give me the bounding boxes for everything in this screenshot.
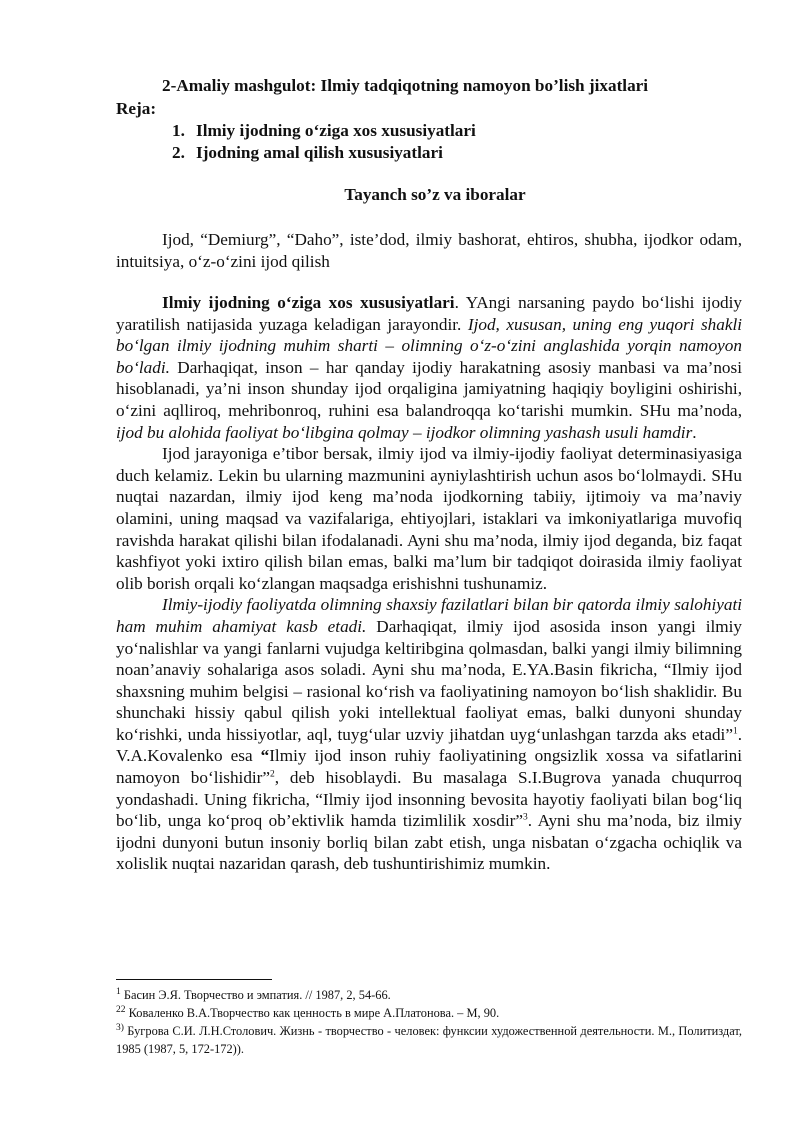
footnote-3 xyxy=(116,1022,742,1058)
plan-item-number: 1. xyxy=(172,121,185,140)
footnote-1 xyxy=(116,986,742,1004)
plan-item-number: 2. xyxy=(172,143,185,162)
paragraph-2: Ijod jarayoniga e’tibor bersak, ilmiy ijod va ilmiy-ijodiy faoliyat determinasiyasiga duch kelamiz. Lekin bu ularning mazmunini ayniylashtirish uchun asos bo‘lolmaydi. SHu nuqtai nazardan, ilmiy ijod keng ma’noda ijodkorning tabiiy, ijtimoiy va ma’naviy olamini, uning maqsad va vazifalariga, ehtiyojlari, istaklari va imkoniyatlariga muvofiq ravishda harakat qilishi bilan ifodalanadi. Ayni shu ma’noda, ilmiy ijod deganda, biz faqat kashfiyot yoki ixtiro qilish bilan emas, balki ma’lum bir tadqiqot doirasida ilmiy faoliyat olib borish orqali ko‘zlangan maqsadga erishishni tushunamiz. xyxy=(116,444,742,593)
section-heading: Ilmiy ijodning o‘ziga xos xususiyatlari xyxy=(162,293,455,312)
footnote-text: Басин Э.Я. Творчество и эмпатия. // 1987, 2, 54-66. xyxy=(120,988,391,1002)
paragraph-italic: ijod bu alohida faoliyat bo‘libgina qolmay – ijodkor olimning yashash usuli hamdir xyxy=(116,422,693,442)
paragraph-bold: “ xyxy=(260,746,270,766)
keywords-section xyxy=(116,229,742,272)
paragraph-italic: Ijod, xususan, uning eng yuqori shakli bo‘lgan ilmiy ijodning muhim sharti – olimning o‘z-o‘zini anglashida yorqin namoyon bo‘ladi. xyxy=(116,314,742,377)
footnote-mark: 2 xyxy=(120,1004,126,1015)
paragraph-1 xyxy=(116,292,742,443)
paragraph-text: . Ayni shu ma’noda, biz ilmiy ijodni dunyoni butun insoniy borliq bilan zabt etish, unga nisbatan o‘zgacha ochiqlik va xolislik nuqtai nazaridan qarash, deb tushuntirishimiz mumkin. xyxy=(116,811,743,874)
plan-item-text: Ijodning amal qilish xususiyatlari xyxy=(196,143,443,162)
footnotes xyxy=(116,986,742,1058)
paragraph-text: . YAngi narsaning paydo bo‘lishi ijodiy yaratilish natijasida yuzaga keladigan jarayondir. xyxy=(116,293,742,334)
footnote-mark: 1 xyxy=(116,986,121,997)
page-title: 2-Amaliy mashgulot: Ilmiy tadqiqotning namoyon bo’lish jixatlari xyxy=(162,76,649,95)
plan-list xyxy=(172,120,476,164)
paragraph-text: , deb hisoblaydi. Bu masalaga S.I.Bugrova yanada chuqurroq yondashadi. Uning fikricha, “Ilmiy ijod insonning bevosita hayotiy faoliyati bilan bog‘liq bo‘lib, unga ko‘proq ob’ektivlik hamda tizimlilik xosdir” xyxy=(116,768,742,831)
footnote-divider xyxy=(116,979,272,980)
footnote-text: Коваленко В.А.Творчество как ценность в мире А.Платонова. – М, 90. xyxy=(125,1006,500,1020)
paragraph-text: Darhaqiqat, inson – har qanday ijodiy harakatning asosiy manbasi va ma’nosi hisoblanadi, ya’ni inson shunday ijod orqaligina jamiyatning haqiqiy boyligini oshirishi, o‘zini aqlliroq, mehribonroq, ruhini esa balandroqqa ko‘tarishi mumkin. SHu ma’noda, xyxy=(116,357,742,420)
footnote-ref[interactable]: 1 xyxy=(732,726,738,737)
paragraph-3 xyxy=(116,594,742,875)
plan-item-text: Ilmiy ijodning o‘ziga xos xususiyatlari xyxy=(196,121,476,140)
plan-label: Reja: xyxy=(116,99,157,118)
footnote-2 xyxy=(116,1004,742,1022)
main-text xyxy=(116,292,742,875)
paragraph-text: . V.A.Kovalenko esa xyxy=(116,724,742,766)
plan-item xyxy=(172,142,476,164)
paragraph-text: Ilmiy ijod inson ruhiy faoliyatining ongsizlik xossa va sifatlarini namoyon bo‘lishidir” xyxy=(116,746,743,788)
keywords-title: Tayanch so’z va iboralar xyxy=(344,185,526,204)
plan-item xyxy=(172,120,476,142)
keywords-text: Ijod, “Demiurg”, “Daho”, iste’dod, ilmiy bashorat, ehtiros, shubha, ijodkor odam, intuitsiya, o‘z-o‘zini ijod qilish xyxy=(116,230,742,271)
footnote-ref[interactable]: 3 xyxy=(523,812,528,823)
footnote-mark: ) xyxy=(120,1022,124,1033)
paragraph-italic: Ilmiy-ijodiy faoliyatda olimning shaxsiy fazilatlari bilan bir qatorda ilmiy salohiyati ham muhim ahamiyat kasb etadi. xyxy=(116,595,742,636)
footnote-text: Бугрова С.И. Л.Н.Столович. Жизнь - творчество - человек: функсии художественной деятельности. М., Политиздат, 1985 (1987, 5, 172-172)). xyxy=(116,1024,742,1056)
footnote-mark: 2 xyxy=(116,1004,121,1015)
paragraph-text: Darhaqiqat, ilmiy ijod asosida inson yangi ilmiy yo‘nalishlar va yangi fanlarni vujudga keltiribgina qolmasdan, balki yangi ilmiy bilimning noan’anaviy sohalariga asos soladi. Ayni shu ma’noda, E.YA.Basin fikricha, “Ilmiy ijod shaxsning muhim belgisi – rasional ko‘rish va faoliyatining namoyon bo‘lish shaklidir. Bu shunchaki hissiy qabul qilish yoki intellektual faoliyat emas, balki dunyoni shunday ko‘rishki, unda hissiyotlar, aql, tuyg‘ular uzviy jihatdan uyg‘unlashgan tarzda aks etadi” xyxy=(116,616,742,744)
paragraph-text: . xyxy=(692,422,697,442)
footnote-mark: 3 xyxy=(116,1022,121,1033)
footnote-ref[interactable]: 2 xyxy=(270,769,275,780)
